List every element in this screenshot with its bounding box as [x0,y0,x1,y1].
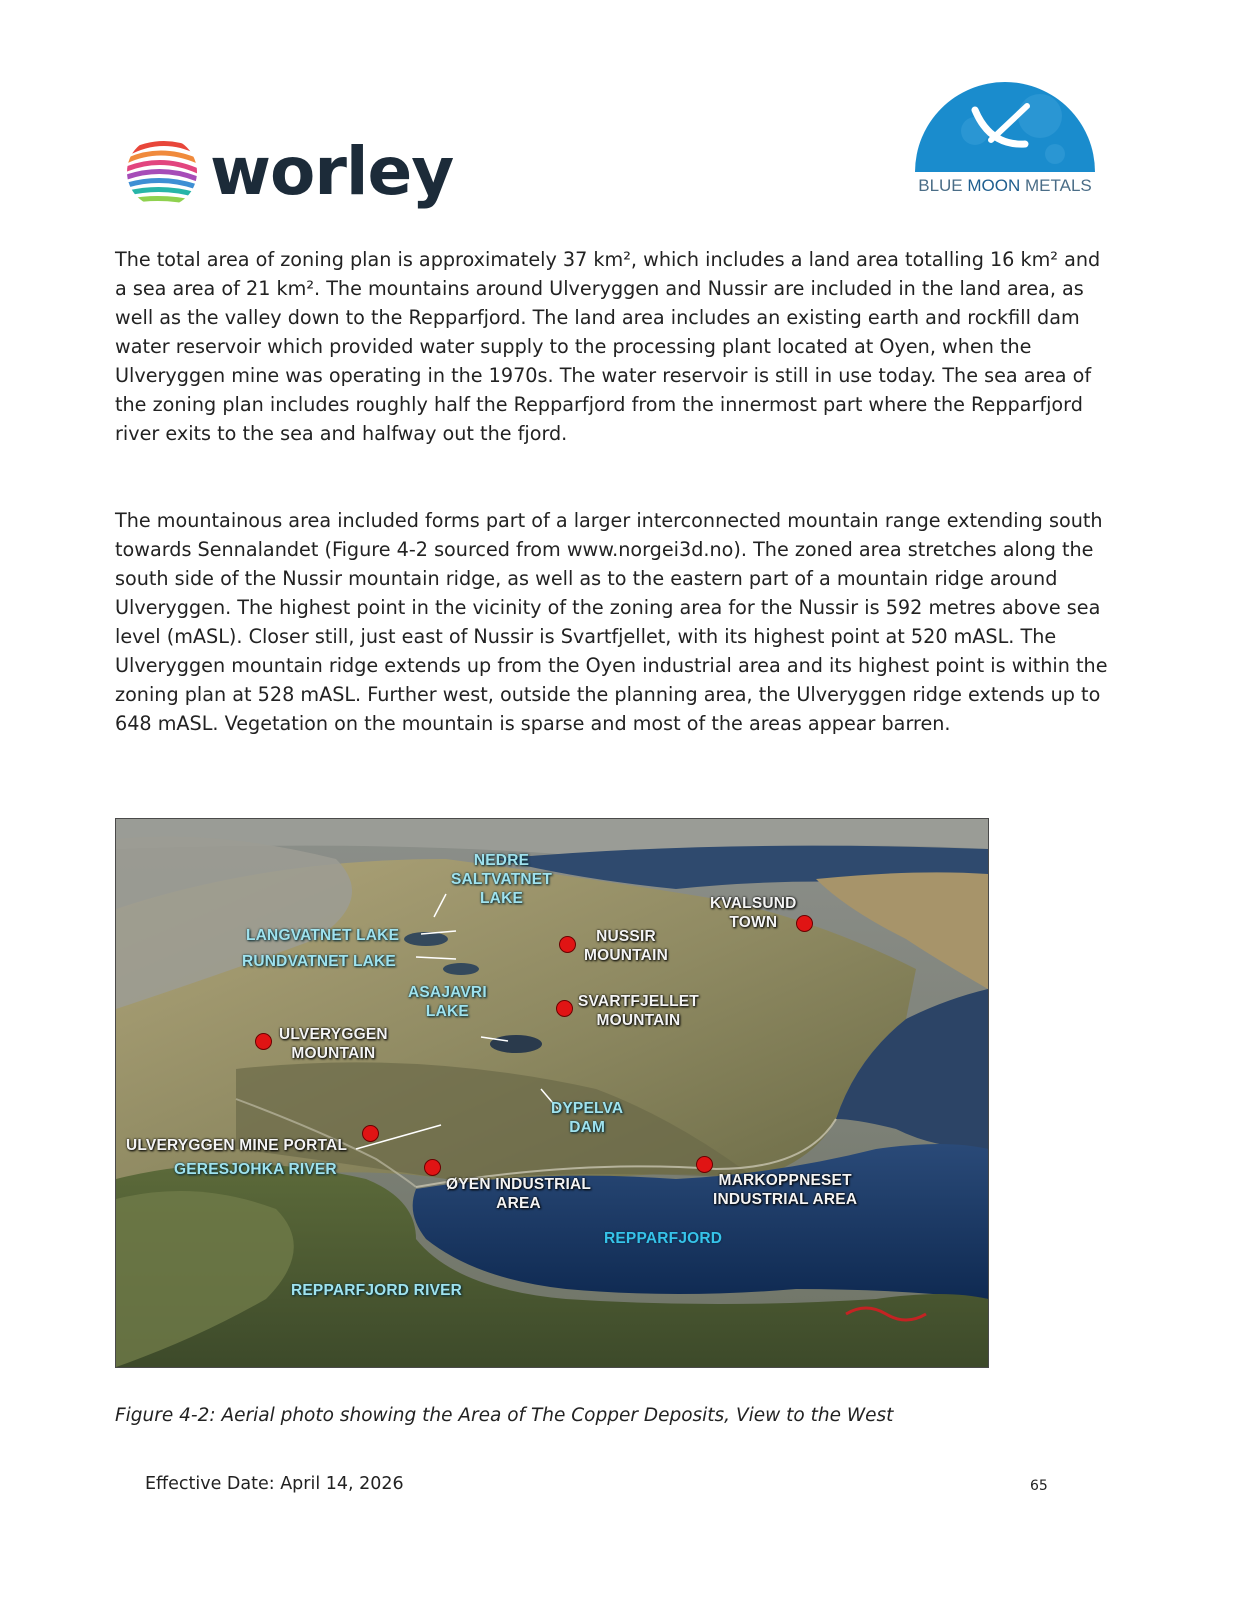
worley-wordmark: worley [210,133,454,210]
marker-oyen-industrial-area [424,1159,441,1176]
label-nedre-saltvatnet-lake: NEDRE SALTVATNET LAKE [451,852,553,907]
marker-kvalsund-town [796,915,813,932]
aerial-photo-figure [115,818,989,1368]
worley-swirl-icon [124,134,200,210]
body-paragraph-zoning-area: The total area of zoning plan is approximately 37 km², which includes a land area totalling 16 km² and a sea area of 21 km². The mountains around Ulveryggen and Nussir are included in the land area, as well as the valley down to the Repparfjord. The land area includes an existing earth and rockfill dam water reservoir which provided water supply to the processing plant located at Oyen, when the Ulveryggen mine was operating in the 1970s. The water reservoir is still in use today. The sea area of the zoning plan includes roughly half the Repparfjord from the innermost part where the Repparfjord river exits to the sea and halfway out the fjord. [115,248,1101,445]
label-rundvatnet-lake: RUNDVATNET LAKE [242,953,396,970]
footer-page-number: 65 [1030,1478,1048,1494]
label-kvalsund-town: KVALSUND TOWN [710,895,797,931]
label-markoppneset-industrial-area: MARKOPPNESET INDUSTRIAL AREA [713,1172,858,1208]
body-paragraph-mountain-area: The mountainous area included forms part of a larger interconnected mountain range extending south towards Sennalandet (Figure 4-2 sourced from www.norgei3d.no). The zoned area stretches along the south side of the Nussir mountain ridge, as well as to the eastern part of a mountain ridge around Ulveryggen. The highest point in the vicinity of the zoning area for the Nussir is 592 metres above sea level (mASL). Closer still, just east of Nussir is Svartfjellet, with its highest point at 520 mASL. The Ulveryggen mountain ridge extends up from the Oyen industrial area and its highest point is within the zoning plan at 528 mASL. Further west, outside the planning area, the Ulveryggen ridge extends up to 648 mASL. Vegetation on the mountain is sparse and most of the areas appear barren. [115,509,1108,735]
label-nussir-mountain: NUSSIR MOUNTAIN [584,928,668,964]
footer-effective-date: Effective Date: April 14, 2026 [145,1474,404,1494]
figure-caption: Figure 4-2: Aerial photo showing the Area of The Copper Deposits, View to the West [115,1405,894,1426]
label-dypelva-dam: DYPELVA DAM [551,1100,624,1136]
marker-nussir-mountain [559,936,576,953]
blue-moon-metals-logo [905,76,1105,206]
label-repparfjord: REPPARFJORD [604,1230,723,1247]
blue-moon-metals-wordmark: BLUE MOON METALS [918,176,1092,195]
label-ulveryggen-mountain: ULVERYGGEN MOUNTAIN [279,1026,388,1062]
marker-svartfjellet-mountain [556,1000,573,1017]
label-oyen-industrial-area: ØYEN INDUSTRIAL AREA [446,1176,592,1212]
worley-logo [124,132,453,212]
label-repparfjord-river: REPPARFJORD RIVER [291,1282,463,1299]
label-ulveryggen-mine-portal: ULVERYGGEN MINE PORTAL [126,1137,348,1154]
moon-pickaxe-icon [905,76,1105,176]
marker-ulveryggen-mountain [255,1033,272,1050]
label-langvatnet-lake: LANGVATNET LAKE [246,927,400,944]
label-geresjohka-river: GERESJOHKA RIVER [174,1161,337,1178]
marker-markoppneset-industrial-area [696,1156,713,1173]
label-asajavri-lake: ASAJAVRI LAKE [408,984,487,1020]
label-svartfjellet-mountain: SVARTFJELLET MOUNTAIN [578,993,699,1029]
marker-ulveryggen-mine-portal [362,1125,379,1142]
